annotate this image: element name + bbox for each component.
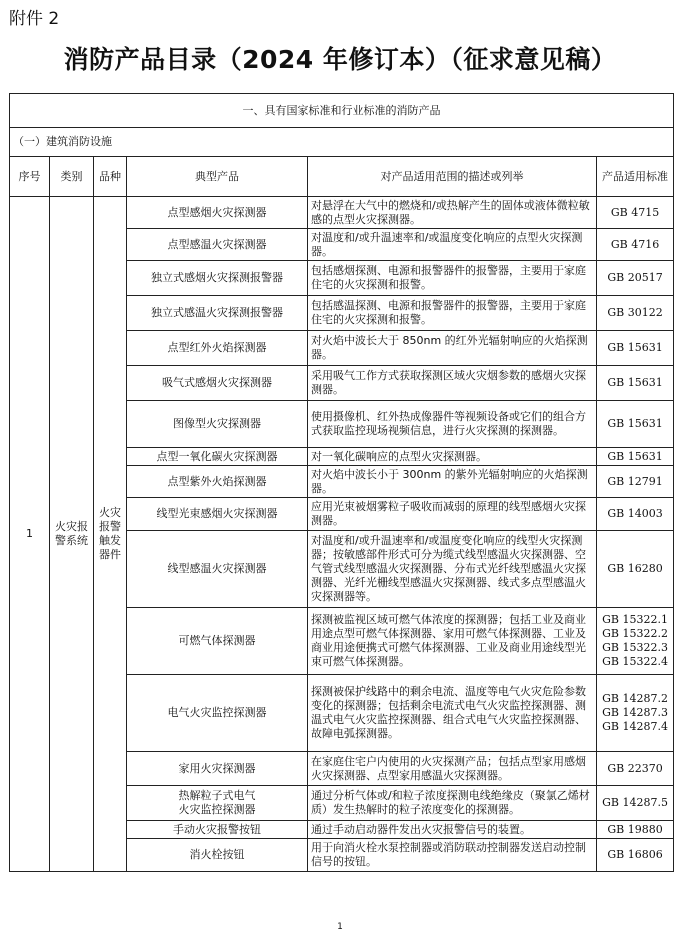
standard-line: GB 15322.2 [602,627,668,640]
standard-line: GB 14287.3 [602,706,668,719]
product-cell: 线型光束感烟火灾探测器 [127,498,308,531]
standard-cell: GB 16280 [597,531,674,608]
header-variety: 品种 [94,157,127,197]
standard-cell: GB 30122 [597,296,674,331]
standard-cell: GB 16806 [597,839,674,872]
page-number: 1 [337,922,343,932]
product-cell: 吸气式感烟火灾探测器 [127,366,308,401]
product-cell: 点型一氧化碳火灾探测器 [127,448,308,466]
standard-line: GB 14287.2 [602,692,668,705]
standard-cell: GB 15631 [597,331,674,366]
product-cell: 电气火灾监控探测器 [127,675,308,752]
group-serial: 1 [10,197,50,872]
description-cell: 通过分析气体或/和粒子浓度探测电线绝缘皮（聚氯乙烯材质）发生热解时的粒子浓度变化的探测器。 [308,786,597,821]
document-title: 消防产品目录（2024 年修订本）（征求意见稿） [63,45,617,74]
attachment-label: 附件 2 [9,9,60,29]
description-cell: 在家庭住宅户内使用的火灾探测产品；包括点型家用感烟火灾探测器、点型家用感温火灾探测器。 [308,752,597,786]
product-cell: 点型感温火灾探测器 [127,229,308,261]
standard-cell: GB 15631 [597,366,674,401]
header-category: 类别 [50,157,94,197]
header-description: 对产品适用范围的描述或列举 [308,157,597,197]
product-cell: 独立式感温火灾探测报警器 [127,296,308,331]
product-cell: 点型感烟火灾探测器 [127,197,308,229]
standard-line: GB 15322.1 [602,613,668,626]
standard-cell: GB 19880 [597,821,674,839]
description-cell: 对火焰中波长大于 850nm 的红外光辐射响应的火焰探测器。 [308,331,597,366]
standard-line: GB 15322.4 [602,655,668,668]
section-title: 一、具有国家标准和行业标准的消防产品 [10,94,674,128]
description-cell: 采用吸气工作方式获取探测区域火灾烟参数的感烟火灾探测器。 [308,366,597,401]
standard-cell: GB 15631 [597,401,674,448]
product-cell: 可燃气体探测器 [127,608,308,675]
product-line: 火灾监控探测器 [178,803,256,816]
standard-cell [597,608,674,675]
subsection-title: （一）建筑消防设施 [10,128,674,157]
product-cell: 点型紫外火焰探测器 [127,466,308,498]
description-cell: 通过手动启动器件发出火灾报警信号的装置。 [308,821,597,839]
standard-cell: GB 14003 [597,498,674,531]
description-cell: 包括感烟探测、电源和报警器件的报警器，主要用于家庭住宅的火灾探测和报警。 [308,261,597,296]
standard-cell: GB 4715 [597,197,674,229]
product-catalog-table [9,93,674,872]
product-cell: 点型红外火焰探测器 [127,331,308,366]
table-row [10,197,674,229]
standard-cell: GB 12791 [597,466,674,498]
product-cell [127,786,308,821]
header-standard: 产品适用标准 [597,157,674,197]
header-product: 典型产品 [127,157,308,197]
description-cell: 对悬浮在大气中的燃烧和/或热解产生的固体或液体微粒敏感的点型火灾探测器。 [308,197,597,229]
description-cell: 探测被监视区域可燃气体浓度的探测器；包括工业及商业用途点型可燃气体探测器、家用可燃气体探测器、工业及商业用途便携式可燃气体探测器、工业及商业用途线型光束可燃气体探测器。 [308,608,597,675]
description-cell: 对温度和/或升温速率和/或温度变化响应的点型火灾探测器。 [308,229,597,261]
description-cell: 对火焰中波长小于 300nm 的紫外光辐射响应的火焰探测器。 [308,466,597,498]
description-cell: 探测被保护线路中的剩余电流、温度等电气火灾危险参数变化的探测器；包括剩余电流式电气火灾监控探测器、测温式电气火灾监控探测器、组合式电气火灾监控探测器、故障电弧探测器。 [308,675,597,752]
standard-cell: GB 15631 [597,448,674,466]
product-line: 热解粒子式电气 [178,789,256,802]
product-cell: 独立式感烟火灾探测报警器 [127,261,308,296]
description-cell: 应用光束被烟雾粒子吸收而减弱的原理的线型感烟火灾探测器。 [308,498,597,531]
description-cell: 使用摄像机、红外热成像器件等视频设备或它们的组合方式获取监控现场视频信息，进行火灾探测的探测器。 [308,401,597,448]
standard-cell: GB 22370 [597,752,674,786]
description-cell: 包括感温探测、电源和报警器件的报警器，主要用于家庭住宅的火灾探测和报警。 [308,296,597,331]
header-serial: 序号 [10,157,50,197]
product-cell: 图像型火灾探测器 [127,401,308,448]
standard-cell: GB 20517 [597,261,674,296]
description-cell: 用于向消火栓水泵控制器或消防联动控制器发送启动控制信号的按钮。 [308,839,597,872]
standard-line: GB 14287.4 [602,720,668,733]
product-cell: 手动火灾报警按钮 [127,821,308,839]
product-cell: 线型感温火灾探测器 [127,531,308,608]
group-category: 火灾报警系统 [50,197,94,872]
description-cell: 对一氧化碳响应的点型火灾探测器。 [308,448,597,466]
standard-cell [597,675,674,752]
standard-cell: GB 4716 [597,229,674,261]
standard-cell: GB 14287.5 [597,786,674,821]
product-cell: 消火栓按钮 [127,839,308,872]
product-cell: 家用火灾探测器 [127,752,308,786]
group-variety: 火灾报警触发器件 [94,197,127,872]
standard-line: GB 15322.3 [602,641,668,654]
description-cell: 对温度和/或升温速率和/或温度变化响应的线型火灾探测器；按敏感部件形式可分为缆式线型感温火灾探测器、空气管式线型感温火灾探测器、分布式光纤线型感温火灾探测器、光纤光栅线型感温火灾探测器、线式多点型感温火灾探测器等。 [308,531,597,608]
